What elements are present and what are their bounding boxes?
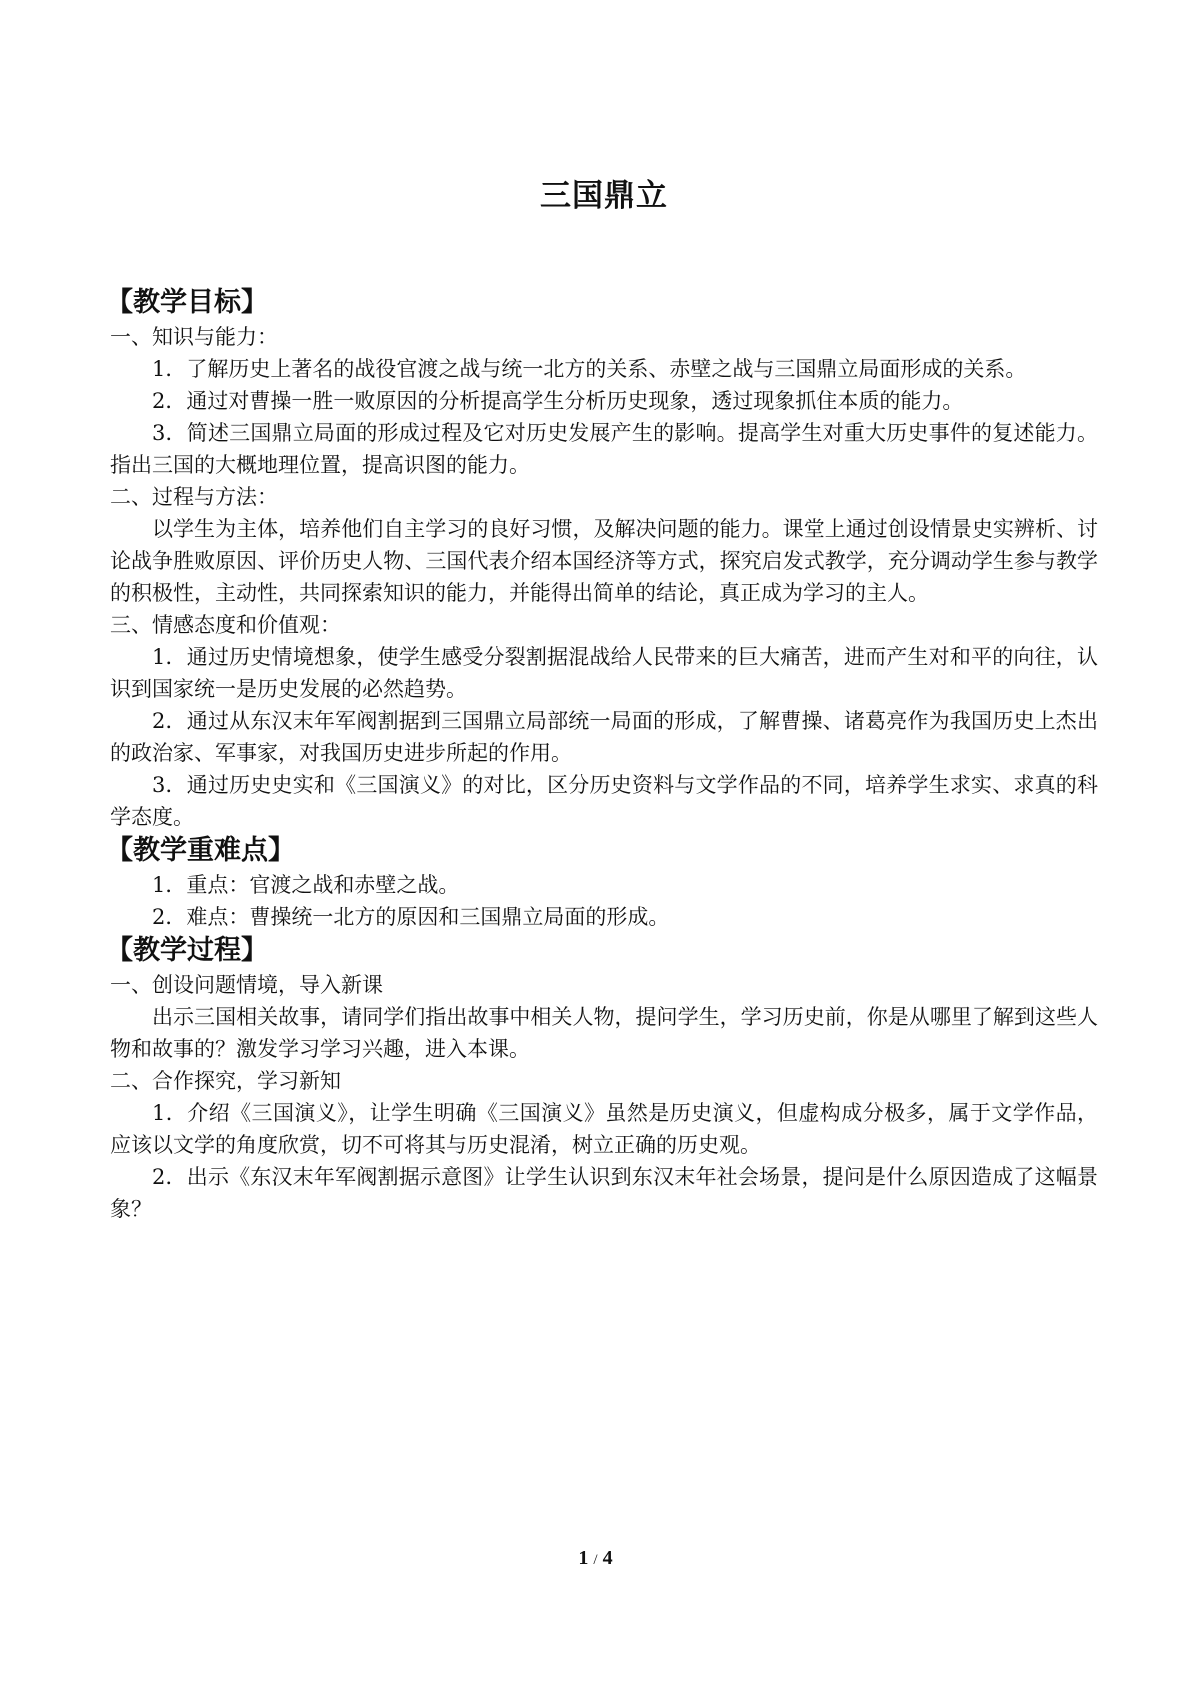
section-heading-key-points: 【教学重难点】 — [106, 835, 295, 866]
paragraph: 2．难点：曹操统一北方的原因和三国鼎立局面的形成。 — [152, 905, 670, 929]
subheading-intro: 一、创设问题情境，导入新课 — [110, 973, 383, 997]
section-heading-goals: 【教学目标】 — [106, 287, 268, 318]
paragraph: 3．简述三国鼎立局面的形成过程及它对历史发展产生的影响。提高学生对重大历史事件的复述能力。指出三国的大概地理位置，提高识图的能力。 — [110, 421, 1098, 477]
paragraph: 1．介绍《三国演义》，让学生明确《三国演义》虽然是历史演义，但虚构成分极多，属于文学作品，应该以文学的角度欣赏，切不可将其与历史混淆，树立正确的历史观。 — [110, 1101, 1098, 1157]
paragraph: 以学生为主体，培养他们自主学习的良好习惯，及解决问题的能力。课堂上通过创设情景史实辨析、讨论战争胜败原因、评价历史人物、三国代表介绍本国经济等方式，探究启发式教学，充分调动学生参与教学的积极性，主动性，共同探索知识的能力，并能得出简单的结论，真正成为学习的主人。 — [110, 517, 1098, 605]
section-key-points — [106, 833, 1098, 933]
paragraph: 3．通过历史史实和《三国演义》的对比，区分历史资料与文学作品的不同，培养学生求实、求真的科学态度。 — [110, 773, 1098, 829]
paragraph: 2．通过对曹操一胜一败原因的分析提高学生分析历史现象，透过现象抓住本质的能力。 — [152, 389, 964, 413]
section-heading-process: 【教学过程】 — [106, 935, 268, 966]
subheading-knowledge: 一、知识与能力： — [110, 325, 278, 349]
paragraph: 出示三国相关故事，请同学们指出故事中相关人物，提问学生，学习历史前，你是从哪里了解到这些人物和故事的？激发学习学习兴趣，进入本课。 — [110, 1005, 1098, 1061]
paragraph: 1．通过历史情境想象，使学生感受分裂割据混战给人民带来的巨大痛苦，进而产生对和平的向往，认识到国家统一是历史发展的必然趋势。 — [110, 645, 1098, 701]
paragraph: 1．了解历史上著名的战役官渡之战与统一北方的关系、赤壁之战与三国鼎立局面形成的关系。 — [152, 357, 1027, 381]
subheading-explore: 二、合作探究，学习新知 — [110, 1069, 341, 1093]
document-body — [106, 170, 1098, 1225]
paragraph: 1．重点：官渡之战和赤壁之战。 — [152, 873, 460, 897]
page-current: 1 — [578, 1547, 589, 1569]
document-title: 三国鼎立 — [540, 178, 668, 214]
subheading-values: 三、情感态度和价值观： — [110, 613, 341, 637]
section-teaching-process — [106, 933, 1098, 1225]
subheading-process-method: 二、过程与方法： — [110, 485, 278, 509]
page-total: 4 — [602, 1547, 613, 1569]
page-separator: / — [593, 1552, 598, 1568]
section-teaching-goals — [106, 285, 1098, 833]
page-number — [0, 1547, 1191, 1570]
paragraph: 2．出示《东汉末年军阀割据示意图》让学生认识到东汉末年社会场景，提问是什么原因造成了这幅景象？ — [110, 1165, 1098, 1221]
paragraph: 2．通过从东汉末年军阀割据到三国鼎立局部统一局面的形成，了解曹操、诸葛亮作为我国历史上杰出的政治家、军事家，对我国历史进步所起的作用。 — [110, 709, 1098, 765]
